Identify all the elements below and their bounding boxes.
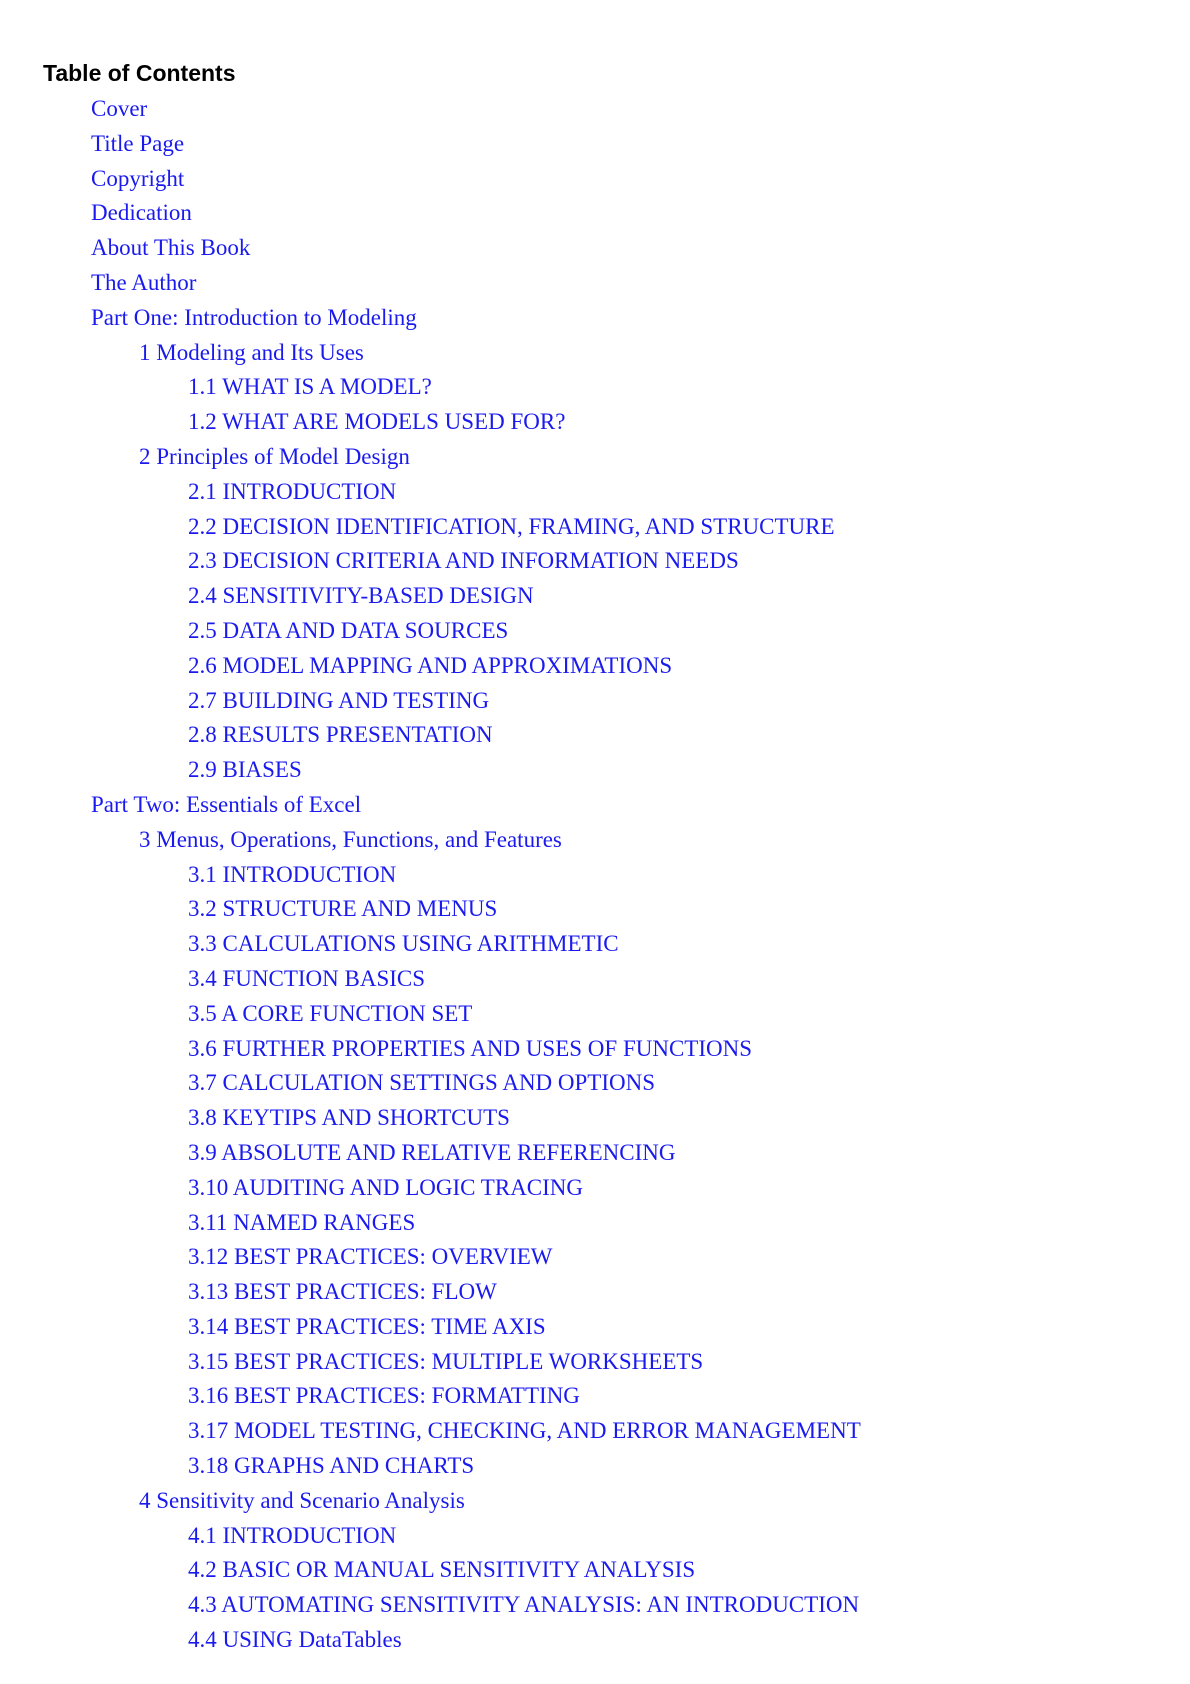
toc-link[interactable]: 3.18 GRAPHS AND CHARTS (188, 1453, 475, 1479)
toc-link[interactable]: 3.13 BEST PRACTICES: FLOW (188, 1279, 497, 1305)
toc-link[interactable]: 3.11 NAMED RANGES (188, 1209, 416, 1235)
toc-link[interactable]: About This Book (91, 235, 251, 261)
toc-link[interactable]: 4 Sensitivity and Scenario Analysis (139, 1487, 465, 1513)
toc-link[interactable]: 2.6 MODEL MAPPING AND APPROXIMATIONS (188, 652, 673, 678)
toc-link[interactable]: 1.1 WHAT IS A MODEL? (188, 374, 432, 400)
toc-link[interactable]: 2.8 RESULTS PRESENTATION (188, 722, 493, 748)
toc-link[interactable]: 2.2 DECISION IDENTIFICATION, FRAMING, AND STRUCTURE (188, 513, 835, 539)
toc-link[interactable]: 1.2 WHAT ARE MODELS USED FOR? (188, 409, 566, 435)
toc-link[interactable]: Copyright (91, 165, 185, 191)
toc-link[interactable]: Dedication (91, 200, 192, 226)
page-title: Table of Contents (43, 60, 236, 86)
toc-link[interactable]: Cover (91, 96, 148, 121)
toc-link[interactable]: Title Page (91, 130, 185, 156)
toc-link[interactable]: 3.5 A CORE FUNCTION SET (188, 1000, 473, 1026)
toc-link[interactable]: 2.3 DECISION CRITERIA AND INFORMATION NEEDS (188, 548, 739, 574)
toc-link[interactable]: 4.4 USING DataTables (188, 1627, 402, 1653)
toc-link[interactable]: 3.1 INTRODUCTION (188, 861, 397, 887)
toc-link[interactable]: 3.2 STRUCTURE AND MENUS (188, 896, 498, 922)
toc-list (0, 92, 1190, 1658)
toc-link[interactable]: 3.15 BEST PRACTICES: MULTIPLE WORKSHEETS (188, 1348, 704, 1374)
toc-link[interactable]: 3.9 ABSOLUTE AND RELATIVE REFERENCING (188, 1139, 676, 1165)
toc-link[interactable]: 2.7 BUILDING AND TESTING (188, 687, 490, 713)
toc-link[interactable]: 3.4 FUNCTION BASICS (188, 965, 426, 991)
toc-link[interactable]: The Author (91, 269, 197, 295)
toc-link[interactable]: 2.5 DATA AND DATA SOURCES (188, 617, 509, 643)
toc-link[interactable]: 2 Principles of Model Design (139, 443, 410, 469)
toc-link[interactable]: 3 Menus, Operations, Functions, and Features (139, 826, 562, 852)
toc-link[interactable]: 3.17 MODEL TESTING, CHECKING, AND ERROR MANAGEMENT (188, 1418, 861, 1444)
toc-link[interactable]: 2.4 SENSITIVITY-BASED DESIGN (188, 583, 534, 609)
toc-link[interactable]: 1 Modeling and Its Uses (139, 339, 364, 365)
toc-link[interactable]: 4.3 AUTOMATING SENSITIVITY ANALYSIS: AN INTRODUCTION (188, 1592, 860, 1618)
toc-link[interactable]: 3.16 BEST PRACTICES: FORMATTING (188, 1383, 580, 1409)
toc-link[interactable]: 4.2 BASIC OR MANUAL SENSITIVITY ANALYSIS (188, 1557, 696, 1583)
toc-link[interactable]: 3.12 BEST PRACTICES: OVERVIEW (188, 1244, 553, 1270)
toc-link[interactable]: 3.7 CALCULATION SETTINGS AND OPTIONS (188, 1070, 656, 1096)
toc-link[interactable]: Part One: Introduction to Modeling (91, 304, 417, 330)
toc-link[interactable]: 3.8 KEYTIPS AND SHORTCUTS (188, 1105, 510, 1131)
toc-link[interactable]: 3.10 AUDITING AND LOGIC TRACING (188, 1174, 584, 1200)
toc-link[interactable]: 4.1 INTRODUCTION (188, 1522, 397, 1548)
toc-link[interactable]: 2.1 INTRODUCTION (188, 478, 397, 504)
toc-link[interactable]: 3.3 CALCULATIONS USING ARITHMETIC (188, 931, 619, 957)
toc-link[interactable]: 3.14 BEST PRACTICES: TIME AXIS (188, 1313, 546, 1339)
toc-link[interactable]: 2.9 BIASES (188, 757, 302, 783)
toc-link[interactable]: 3.6 FURTHER PROPERTIES AND USES OF FUNCTIONS (188, 1035, 753, 1061)
toc-link[interactable]: Part Two: Essentials of Excel (91, 791, 362, 817)
